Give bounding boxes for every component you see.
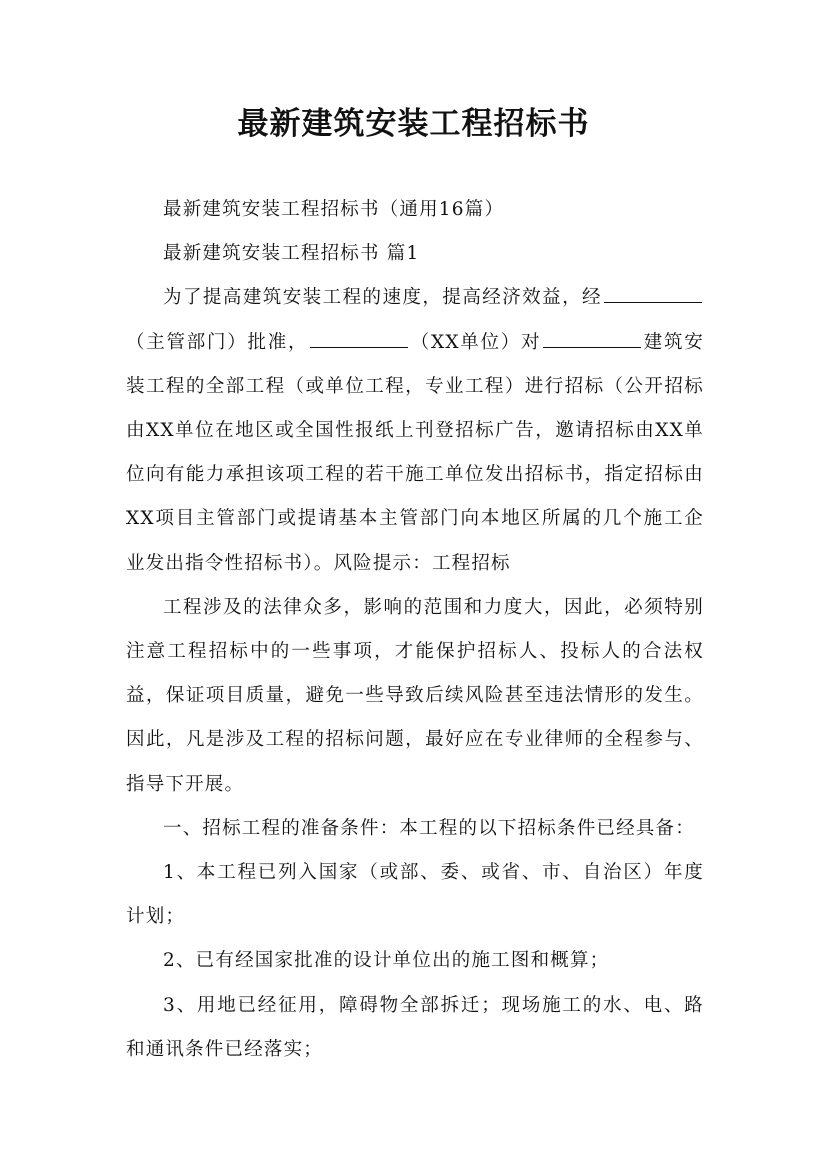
paragraph-intro-part-b: （主管部门）批准， [126, 331, 309, 353]
list-item-3: 3、用地已经征用，障碍物全部拆迁；现场施工的水、电、路和通讯条件已经落实； [126, 994, 704, 1060]
paragraph-intro-part-a: 为了提高建筑安装工程的速度，提高经济效益，经 [163, 287, 602, 309]
section-heading: 最新建筑安装工程招标书 篇1 [163, 243, 420, 265]
blank-line-department [604, 284, 702, 303]
document-title: 最新建筑安装工程招标书 [237, 106, 590, 142]
paragraph-conditions: 一、招标工程的准备条件：本工程的以下招标条件已经具备： [163, 817, 695, 839]
paragraph-intro [126, 276, 704, 585]
blank-line-project [543, 329, 641, 348]
paragraph-risk: 工程涉及的法律众多，影响的范围和力度大，因此，必须特别注意工程招标中的一些事项，才能保护招标人、投标人的合法权益，保证项目质量，避免一些导致后续风险甚至违法情形的发生。因此，凡是涉及工程的招标问题，最好应在专业律师的全程参与、指导下开展。 [126, 596, 704, 795]
paragraph-intro-part-c: （XX单位）对 [410, 331, 542, 353]
list-item-1: 1、本工程已列入国家（或部、委、或省、市、自治区）年度计划； [126, 862, 704, 928]
paragraph-intro-part-d: 建筑安装工程的全部工程（或单位工程，专业工程）进行招标（公开招标由XX单位在地区或全国性报纸上刊登招标广告，邀请招标由XX单位向有能力承担该项工程的若干施工单位发出招标书，指定招标由XX项目主管部门或提请基本主管部门向本地区所属的几个施工企业发出指令性招标书）。风险提示：工程招标 [126, 331, 704, 574]
document-subtitle: 最新建筑安装工程招标书（通用16篇） [163, 199, 505, 220]
blank-line-unit [310, 329, 408, 348]
list-item-2: 2、已有经国家批准的设计单位出的施工图和概算； [163, 950, 610, 972]
document-body [126, 188, 704, 1072]
